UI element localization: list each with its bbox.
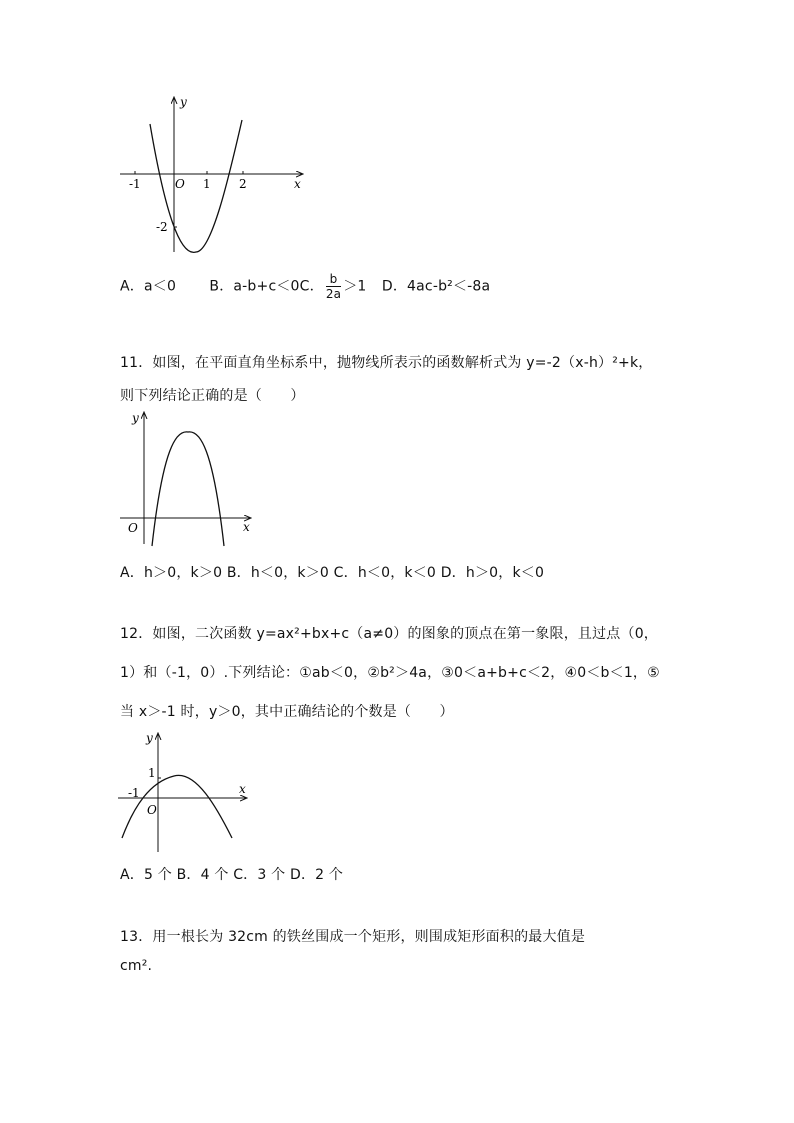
origin-label: O: [175, 177, 185, 191]
origin-label: O: [128, 521, 138, 535]
option-c-suffix: ＞1: [343, 278, 367, 295]
option-c-prefix[interactable]: C．: [299, 278, 324, 295]
tick-y-neg2: -2: [156, 220, 168, 234]
q13-stem-line1: 13．用一根长为 32cm 的铁丝围成一个矩形，则围成矩形面积的最大值是: [120, 929, 586, 945]
y-axis-label: y: [132, 411, 139, 425]
fraction-denominator: 2a: [325, 287, 342, 301]
q11-options[interactable]: A．h＞0，k＞0 B．h＜0，k＞0 C．h＜0，k＜0 D．h＞0，k＜0: [120, 565, 545, 581]
parabola-curve: [152, 432, 224, 546]
q11-parabola-graph: [118, 408, 268, 548]
x-axis-label: x: [243, 520, 250, 534]
q12-options[interactable]: A．5 个 B．4 个 C．3 个 D．2 个: [120, 867, 344, 883]
x-axis-label: x: [239, 782, 246, 796]
tick-x-neg1: -1: [129, 177, 141, 191]
y-axis-label: y: [180, 95, 187, 109]
q11-stem-line2: 则下列结论正确的是（ ）: [120, 388, 305, 404]
option-c-fraction: [326, 272, 341, 301]
tick-x-1: 1: [203, 177, 211, 191]
q11-stem-line1: 11．如图，在平面直角坐标系中，抛物线所表示的函数解析式为 y=-2（x-h）²+k，: [120, 355, 653, 371]
option-d[interactable]: D．4ac-b²＜-8a: [381, 278, 491, 295]
option-b[interactable]: B．a-b+c＜0: [209, 278, 300, 295]
tick-x-2: 2: [239, 177, 247, 191]
q12-stem-line3: 当 x＞-1 时，y＞0，其中正确结论的个数是（ ）: [120, 704, 454, 720]
tick-y-1: 1: [148, 766, 156, 780]
y-axis-label: y: [146, 731, 153, 745]
q13-stem-line2: cm².: [120, 958, 153, 974]
q12-parabola-graph: [112, 728, 262, 858]
origin-label: O: [147, 803, 157, 817]
tick-x-neg1: -1: [128, 786, 140, 800]
q12-stem-line1: 12．如图，二次函数 y=ax²+bx+c（a≠0）的图象的顶点在第一象限，且过点（0，: [120, 626, 659, 642]
parabola-curve: [122, 775, 232, 838]
q10-options: [120, 272, 490, 301]
option-a[interactable]: A．a＜0: [120, 278, 177, 295]
fraction-numerator: b: [326, 272, 341, 287]
q12-stem-line2: 1）和（-1，0）.下列结论：①ab＜0，②b²＞4a，③0＜a+b+c＜2，④0＜b＜1，⑤: [120, 665, 660, 681]
q10-parabola-graph: [110, 92, 310, 262]
x-axis-label: x: [294, 177, 301, 191]
